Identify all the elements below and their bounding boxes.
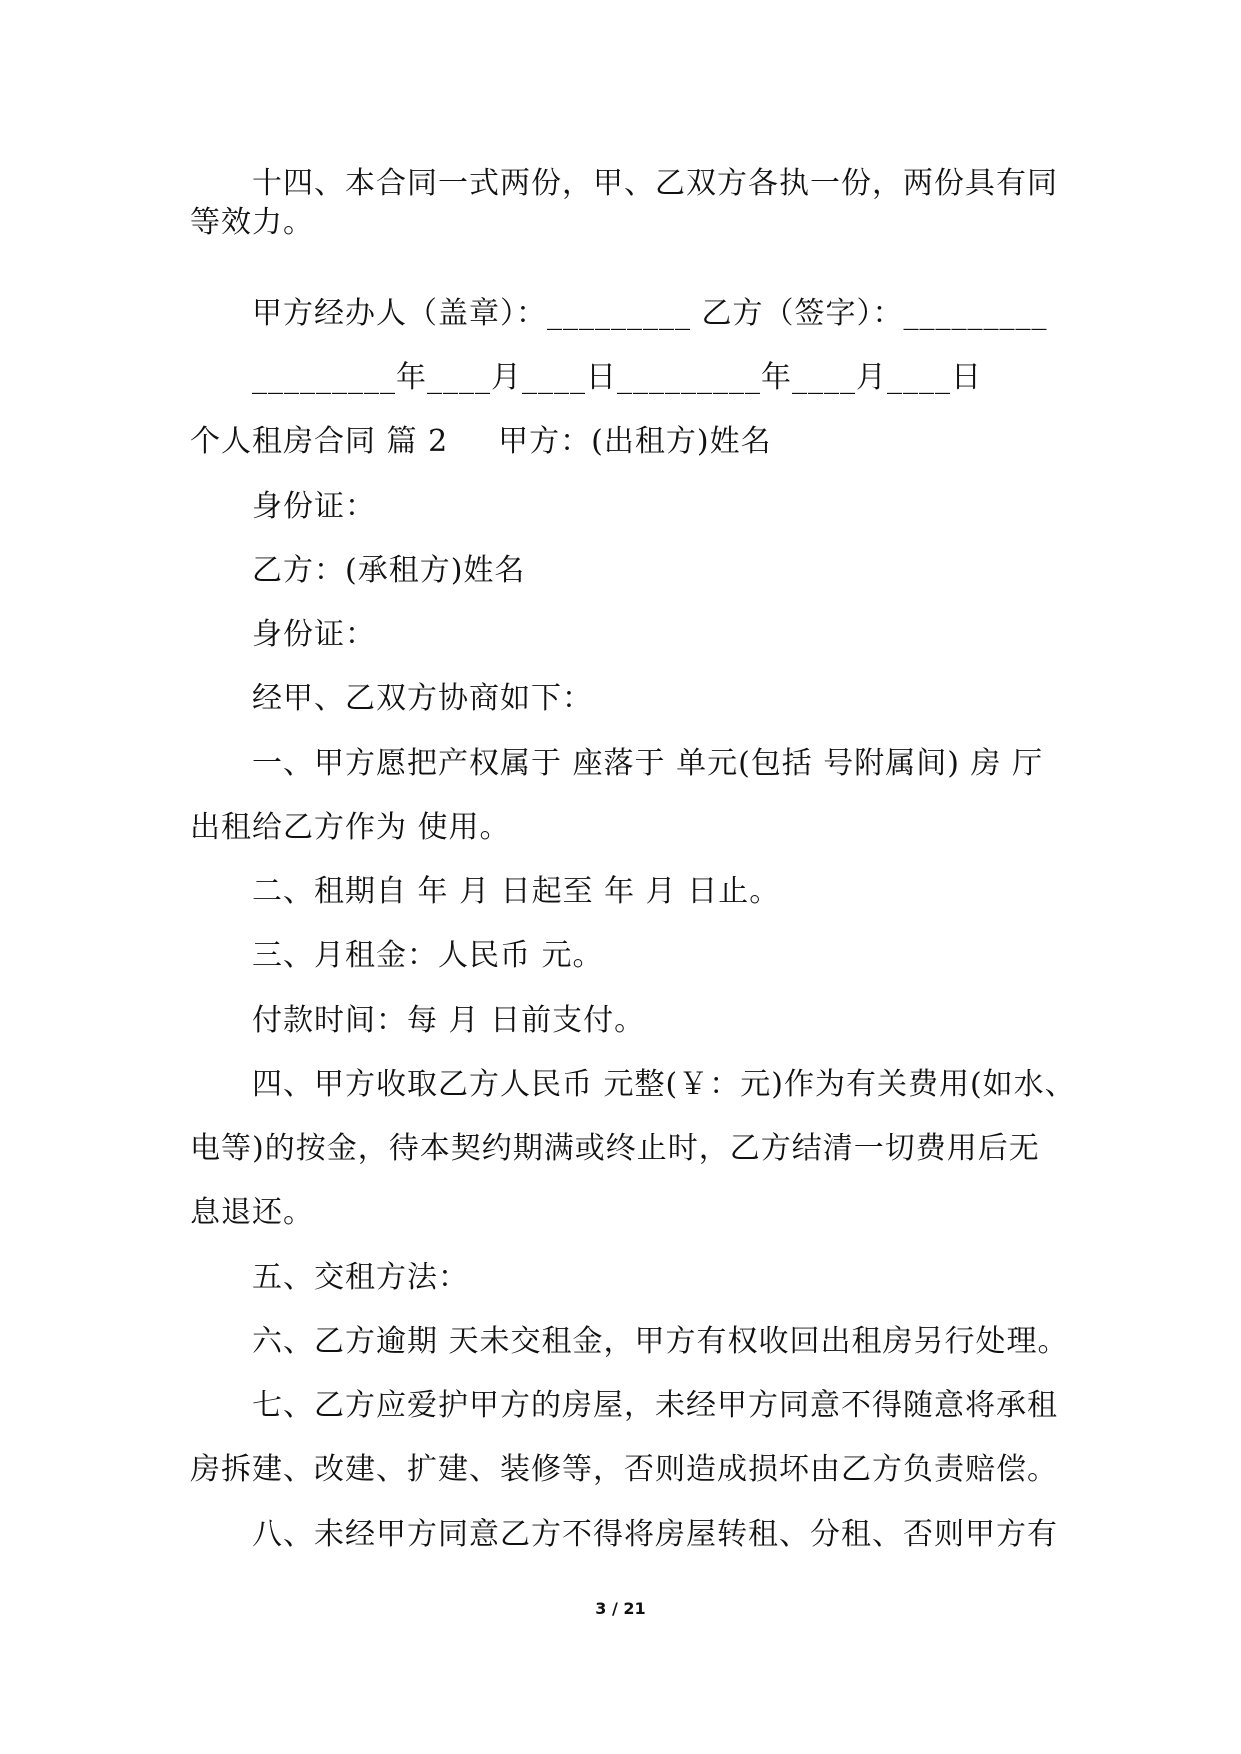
clause-3: 三、月租金：人民币 元。 (252, 938, 604, 973)
clause-1: 一、甲方愿把产权属于 座落于 单元(包括 号附属间) 房 厅 (252, 746, 1044, 781)
clause-1-cont: 出租给乙方作为 使用。 (190, 810, 511, 845)
clause-4-cont: 息退还。 (190, 1195, 314, 1230)
section-heading: 个人租房合同 篇 2 (190, 424, 449, 459)
clause-7-cont: 房拆建、改建、扩建、装修等，否则造成损坏由乙方负责赔偿。 (190, 1452, 1058, 1487)
payment-time: 付款时间：每 月 日前支付。 (252, 1003, 646, 1038)
clause-8: 八、未经甲方同意乙方不得将房屋转租、分租、否则甲方有 (252, 1517, 1058, 1552)
clause-4: 四、甲方收取乙方人民币 元整(￥：元)作为有关费用(如水、 (252, 1067, 1076, 1102)
paragraph-line: 等效力。 (190, 205, 314, 240)
section-heading-row (190, 422, 1070, 462)
paragraph-line: 身份证： (252, 489, 376, 524)
party-a-name: 甲方：(出租方)姓名 (498, 424, 772, 459)
clause-7: 七、乙方应爱护甲方的房屋，未经甲方同意不得随意将承租 (252, 1388, 1058, 1423)
paragraph-line: 乙方：(承租方)姓名 (252, 553, 526, 588)
clause-4-cont: 电等)的按金，待本契约期满或终止时，乙方结清一切费用后无 (190, 1131, 1040, 1166)
date-line: _________年____月____日_________年____月____日 (252, 360, 982, 395)
page-number: 3 / 21 (595, 1599, 646, 1618)
clause-5: 五、交租方法： (252, 1260, 469, 1295)
clause-6: 六、乙方逾期 天未交租金，甲方有权收回出租房另行处理。 (252, 1324, 1069, 1359)
signature-line: 甲方经办人（盖章）：_________ 乙方（签字）：_________ (252, 296, 1048, 331)
paragraph-line: 十四、本合同一式两份，甲、乙双方各执一份，两份具有同 (252, 166, 1058, 201)
paragraph-line: 经甲、乙双方协商如下： (252, 681, 593, 716)
clause-2: 二、租期自 年 月 日起至 年 月 日止。 (252, 874, 781, 909)
paragraph-line: 身份证： (252, 617, 376, 652)
